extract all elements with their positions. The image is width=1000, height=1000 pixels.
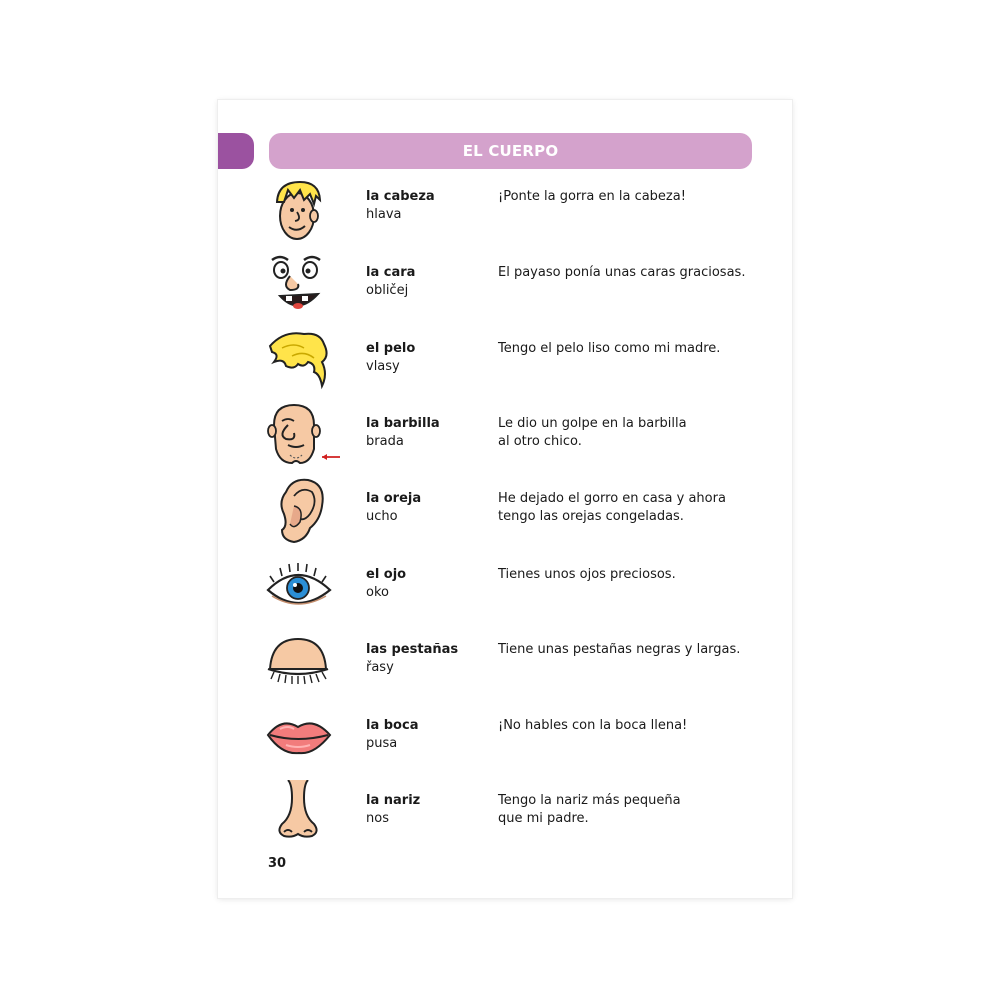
term-es: el pelo [366,341,416,356]
example-sentence: Tiene unas pestañas negras y largas. [498,642,741,657]
term-cz: obličej [366,283,409,298]
vocab-entry [0,188,1000,258]
eye-icon [264,554,334,624]
term-cz: ucho [366,509,398,524]
term-cz: vlasy [366,359,400,374]
example-sentence: Tengo la nariz más pequeña que mi padre. [498,793,681,826]
example-sentence: ¡No hables con la boca llena! [498,718,688,733]
term-cz: hlava [366,207,402,222]
term-cz: oko [366,585,389,600]
vocab-entry [0,415,1000,485]
term-es: las pestañas [366,642,459,657]
face-icon [264,252,334,322]
mouth-icon [264,705,334,775]
term-cz: pusa [366,736,398,751]
vocab-entry [0,490,1000,560]
term-cz: brada [366,434,404,449]
head-icon [264,176,334,246]
vocab-entry [0,340,1000,410]
nose-icon [264,780,334,850]
term-es: el ojo [366,567,407,582]
hair-icon [264,328,334,398]
vocab-entry [0,792,1000,862]
term-es: la cabeza [366,189,435,204]
example-sentence: Tengo el pelo liso como mi madre. [498,341,721,356]
eyelashes-icon [264,629,334,699]
section-header [269,133,752,169]
chin-icon [264,403,344,473]
ear-icon [264,478,334,548]
vocab-entry [0,641,1000,711]
example-sentence: He dejado el gorro en casa y ahora tengo las orejas congeladas. [498,491,726,524]
vocab-entry [0,717,1000,787]
term-cz: nos [366,811,389,826]
example-sentence: Le dio un golpe en la barbilla al otro chico. [498,416,687,449]
example-sentence: El payaso ponía unas caras graciosas. [498,265,746,280]
section-title: EL CUERPO [462,142,559,160]
term-es: la oreja [366,491,422,506]
vocab-entry [0,264,1000,334]
term-cz: řasy [366,660,394,675]
term-es: la cara [366,265,416,280]
section-tab [218,133,254,169]
term-es: la boca [366,718,419,733]
vocab-entry [0,566,1000,636]
example-sentence: ¡Ponte la gorra en la cabeza! [498,189,686,204]
page-number: 30 [268,856,287,871]
term-es: la nariz [366,793,421,808]
term-es: la barbilla [366,416,440,431]
example-sentence: Tienes unos ojos preciosos. [498,567,676,582]
